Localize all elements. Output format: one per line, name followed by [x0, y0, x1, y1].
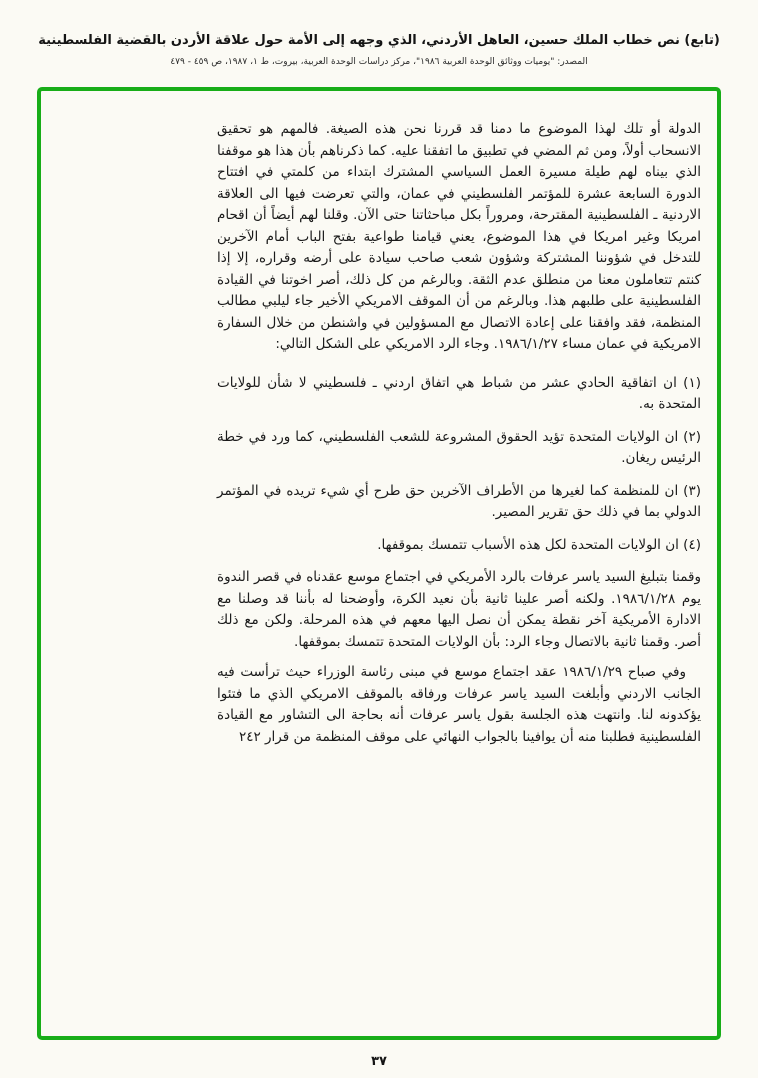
body-text-column [217, 119, 701, 757]
numbered-item-2: (٢) ان الولايات المتحدة تؤيد الحقوق المشروعة للشعب الفلسطيني، كما ورد في خطة الرئيس ريغان. [217, 428, 701, 466]
paragraph-arafat-meeting: وقمنا بتبليغ السيد ياسر عرفات بالرد الأمريكي في اجتماع موسع عقدناه في قصر الندوة يوم ١٩٨٦/١/٢٨. ولكنه أصر علينا ثانية بأن نعيد الكرة، وأوضحنا له بأننا قد وصلنا مع الادارة الأمريكية آخر نقطة يمكن أن نصل اليها معهم في هذه المرحلة. ولكن مع ذلك أصر. وقمنا ثانية بالاتصال وجاء الرد: بأن الولايات المتحدة تتمسك بموقفها. [217, 569, 701, 650]
source-citation: المصدر: "يوميات ووثائق الوحدة العربية ١٩٨٦"، مركز دراسات الوحدة العربية، بيروت، ط ١، ١٩٨٧، ص ٤٥٩ - ٤٧٩ [170, 57, 588, 67]
document-title: (تابع) نص خطاب الملك حسين، العاهل الأردني، الذي وجهه إلى الأمة حول علاقة الأردن بالقضية الفلسطينية [38, 33, 720, 48]
paragraph-intro: الدولة أو تلك لهذا الموضوع ما دمنا قد قررنا نحن هذه الصيغة. فالمهم هو تحقيق الانسحاب أولاً، ومن ثم المضي في تطبيق ما اتفقنا عليه. كما ذكرناهم بأن هذا هو موقفنا الذي بيناه لهم طيلة مسيرة العمل السياسي المشترك ابتداء من كلمتي في افتتاح الدورة السابعة عشرة للمؤتمر الفلسطيني في عمان، والتي تعرضت فيها الى العلاقة الاردنية ـ الفلسطينية المقترحة، ومروراً بكل مباحثاتنا حتى الآن. وقلنا لهم أيضاً أن اقحام امريكا وغير امريكا في هذا الموضوع، يعني قيامنا طواعية بفتح الباب أمام الآخرين للتدخل في شؤوننا المشتركة وشؤون شعب صاحب سيادة على أرضه وقراره، إلا إذا كنتم تتعاملون معنا من منطلق عدم الثقة. وبالرغم من كل ذلك، أصر اخوتنا في القيادة الفلسطينية على طلبهم هذا. وبالرغم من أن الموقف الامريكي الأخير جاء ليلبي مطالب المنظمة، فقد وافقنا على إعادة الاتصال مع المسؤولين في واشنطن من خلال السفارة الامريكية في عمان مساء ١٩٨٦/١/٢٧. وجاء الرد الامريكي على الشكل التالي: [217, 121, 701, 352]
numbered-item-4: (٤) ان الولايات المتحدة لكل هذه الأسباب تتمسك بموقفها. [377, 536, 701, 553]
page-number: ٣٧ [371, 1054, 387, 1069]
paragraph-morning-meeting: وفي صباح ١٩٨٦/١/٢٩ عقد اجتماع موسع في مبنى رئاسة الوزراء حيث ترأست فيه الجانب الاردني وأبلغت السيد ياسر عرفات ورفاقه بالموقف الامريكي الذي ما فتئوا يؤكدونه لنا. وانتهت هذه الجلسة بقول ياسر عرفات أنه بحاجة الى التشاور مع القيادة الفلسطينية فطلبنا منه أن يوافينا بالجواب النهائي على موقف المنظمة من قرار ٢٤٢ [217, 664, 701, 745]
numbered-item-3: (٣) ان للمنظمة كما لغيرها من الأطراف الآخرين حق طرح أي شيء تريده في المؤتمر الدولي بما في ذلك حق تقرير المصير. [217, 482, 701, 520]
numbered-item-1: (١) ان اتفاقية الحادي عشر من شباط هي اتفاق اردني ـ فلسطيني لا شأن للولايات المتحدة به. [217, 374, 701, 412]
green-border-frame [37, 87, 721, 1040]
